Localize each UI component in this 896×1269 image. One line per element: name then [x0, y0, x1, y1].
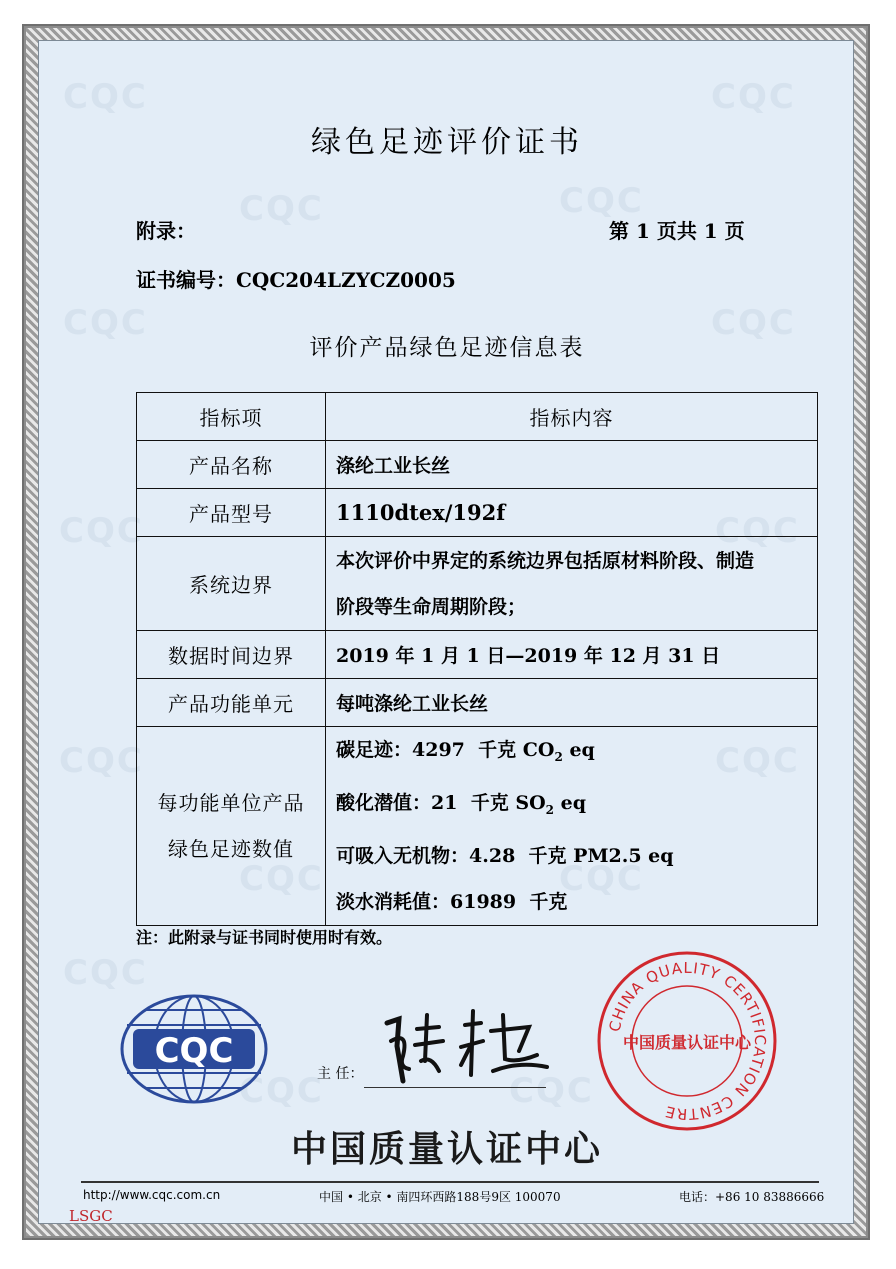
- cert-no-label: 证书编号：: [136, 268, 236, 292]
- label-line: 绿色足迹数值: [168, 836, 294, 861]
- row-value: 每吨涤纶工业长丝: [326, 679, 818, 727]
- value-line: 阶段等生命周期阶段；: [336, 595, 527, 618]
- appendix-label: 附录：: [136, 219, 196, 243]
- watermark: CQC: [509, 1071, 594, 1111]
- table-row: [137, 489, 818, 537]
- row-value: 涤纶工业长丝: [326, 441, 818, 489]
- table-row: [137, 537, 818, 631]
- issuer-name: 中国质量认证中心: [290, 1129, 603, 1170]
- table-header-row: [137, 393, 818, 441]
- watermark: CQC: [63, 77, 148, 117]
- table-row-footprint: [137, 727, 818, 926]
- watermark: CQC: [59, 511, 144, 551]
- row-label: [137, 727, 326, 926]
- info-table: [136, 392, 818, 926]
- watermark: CQC: [59, 741, 144, 781]
- watermark: CQC: [239, 189, 324, 229]
- svg-text:CHINA QUALITY CERTIFICATION CE: CHINA QUALITY CERTIFICATION CENTRE: [605, 958, 770, 1124]
- row-label: 产品功能单元: [137, 679, 326, 727]
- footer-divider: [81, 1181, 819, 1183]
- footer-phone: 电话：+86 10 83886666: [679, 1190, 825, 1204]
- footprint-item-acidification: 酸化潜值：21 千克 $SO_2$ eq: [336, 791, 586, 817]
- director-label: 主 任：: [317, 1066, 364, 1082]
- table-title: 评价产品绿色足迹信息表: [309, 335, 585, 361]
- header-cell: 指标内容: [326, 393, 818, 441]
- signature-line: [364, 1087, 546, 1088]
- svg-text:中国质量认证中心: 中国质量认证中心: [622, 1033, 752, 1052]
- footer-address: 中国 • 北京 • 南四环西路188号9区 100070: [319, 1190, 561, 1204]
- footprint-item-inorganics: 可吸入无机物：4.28 千克 PM2.5 eq: [336, 844, 674, 867]
- svg-text:CQC: CQC: [154, 1031, 234, 1071]
- value-line: 本次评价中界定的系统边界包括原材料阶段、制造: [336, 549, 755, 572]
- watermark: CQC: [715, 511, 800, 551]
- row-label: 产品型号: [137, 489, 326, 537]
- validity-note: 注：此附录与证书同时使用时有效。: [136, 928, 393, 947]
- row-label: 数据时间边界: [137, 631, 326, 679]
- certificate-number: [136, 264, 456, 293]
- watermark: CQC: [715, 741, 800, 781]
- footer-url: http://www.cqc.com.cn: [83, 1188, 221, 1202]
- watermark: CQC: [559, 859, 644, 899]
- label-line: 每功能单位产品: [157, 790, 305, 815]
- row-value: 2019 年 1 月 1 日—2019 年 12 月 31 日: [326, 631, 818, 679]
- certificate-title: 绿色足迹评价证书: [311, 125, 583, 160]
- watermark: CQC: [63, 303, 148, 343]
- row-label: 产品名称: [137, 441, 326, 489]
- table-row: [137, 679, 818, 727]
- row-value: [326, 727, 818, 926]
- watermark: CQC: [239, 1071, 324, 1111]
- cert-no-value: CQC204LZYCZ0005: [236, 268, 456, 292]
- cqc-globe-logo: [119, 993, 269, 1105]
- row-value: [326, 537, 818, 631]
- corner-mark: LSGC: [69, 1207, 113, 1224]
- director-signature: [369, 1001, 569, 1091]
- watermark: CQC: [239, 859, 324, 899]
- row-label: 系统边界: [137, 537, 326, 631]
- watermark: CQC: [711, 303, 796, 343]
- row-value: 1110dtex/192f: [326, 489, 818, 537]
- certification-seal: [592, 946, 782, 1136]
- footprint-item-carbon: 碳足迹：4297 千克 $CO_2$ eq: [336, 739, 595, 764]
- table-row: [137, 631, 818, 679]
- header-cell: 指标项: [137, 393, 326, 441]
- page-info: 第 1 页共 1 页: [609, 219, 745, 243]
- watermark: CQC: [711, 77, 796, 117]
- table-row: [137, 441, 818, 489]
- certificate-paper: [38, 40, 854, 1224]
- watermark: CQC: [63, 953, 148, 993]
- footprint-item-freshwater: 淡水消耗值：61989 千克: [336, 890, 568, 913]
- watermark: CQC: [559, 181, 644, 221]
